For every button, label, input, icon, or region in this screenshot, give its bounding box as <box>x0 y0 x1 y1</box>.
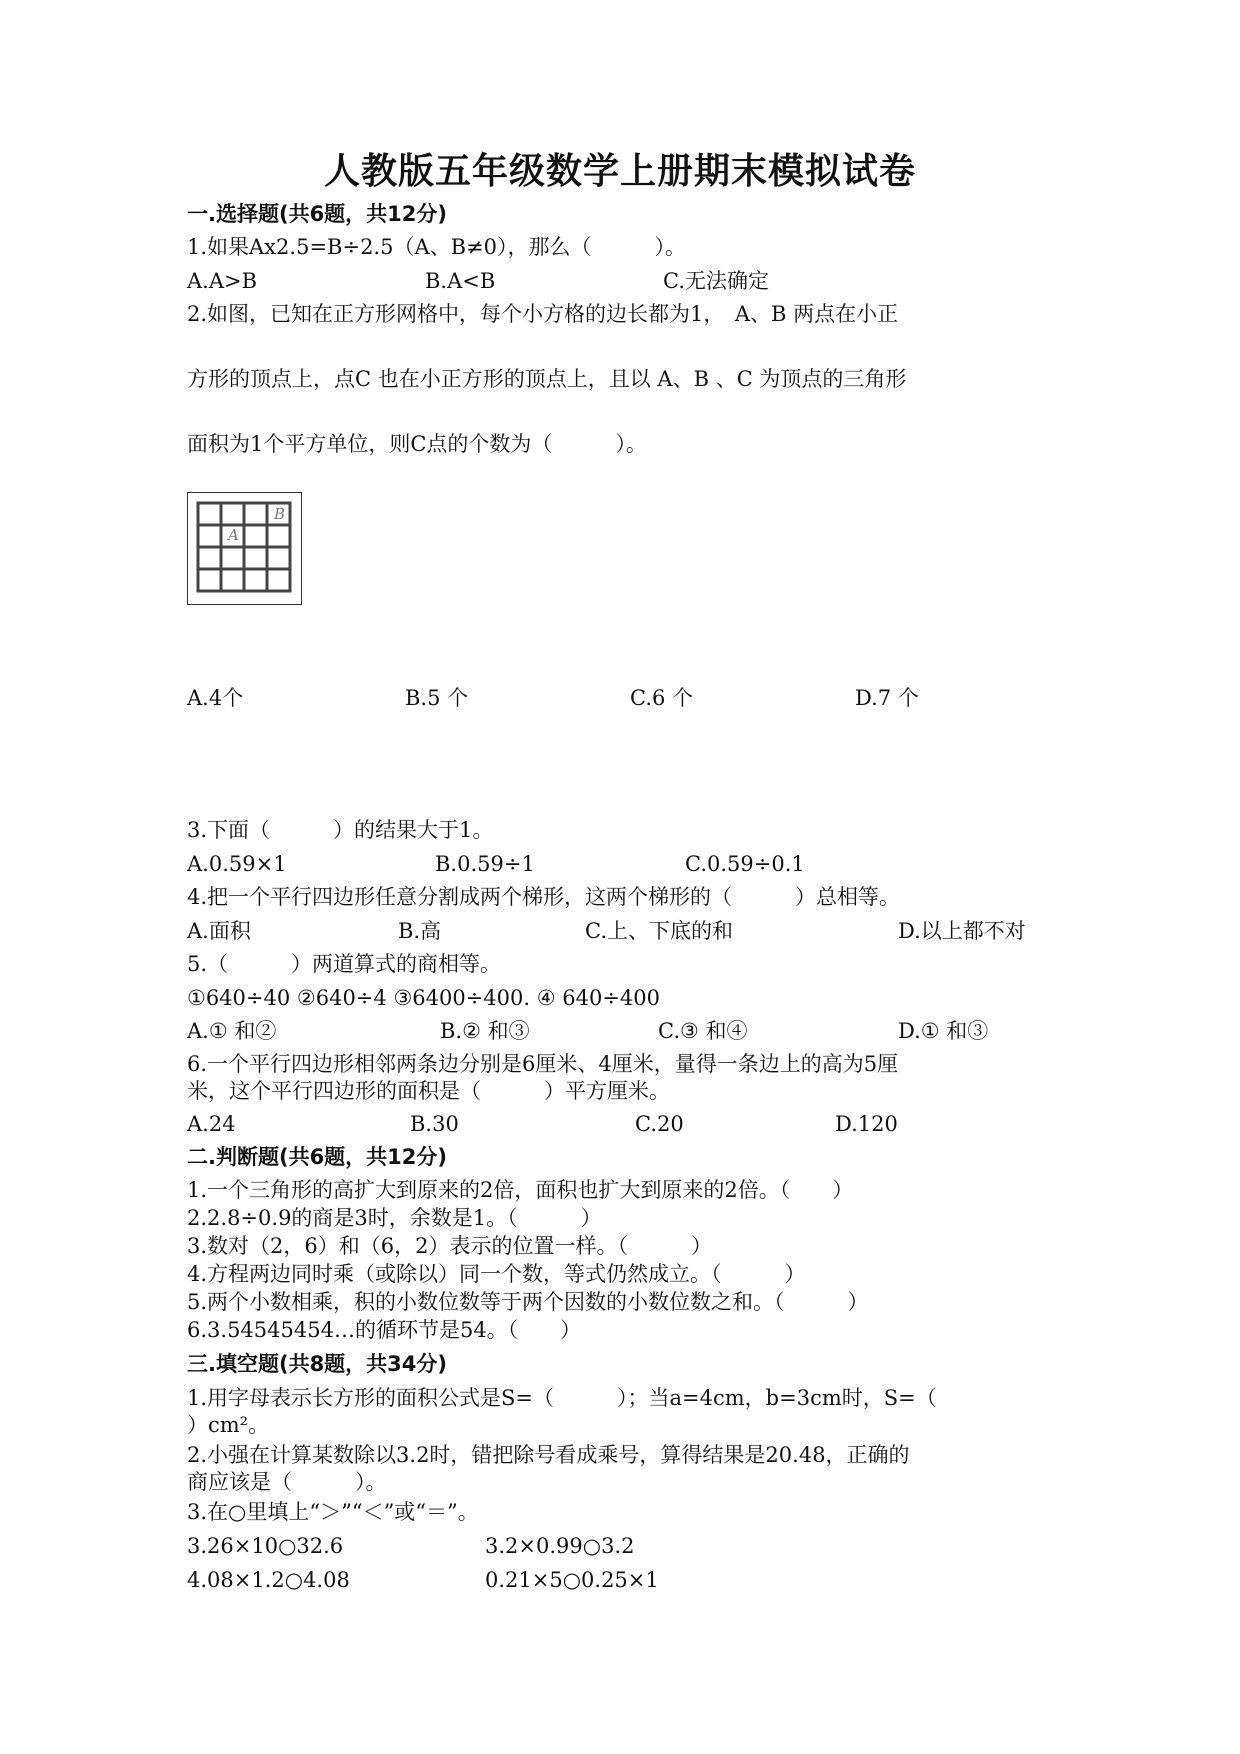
judgement-item-1: 1.一个三角形的高扩大到原来的2倍，面积也扩大到原来的2倍。（ ） <box>187 1178 854 1202</box>
question-1-option-a: A.A>B <box>187 269 258 293</box>
judgement-item-6: 6.3.54545454…的循环节是54。（ ） <box>187 1318 582 1342</box>
fill-question-1-line-2: ）cm²。 <box>187 1413 270 1437</box>
question-4-option-a: A.面积 <box>187 919 251 943</box>
fill-question-2-line-1: 2.小强在计算某数除以3.2时，错把除号看成乘号，算得结果是20.48，正确的 <box>187 1443 910 1467</box>
section-heading-judgement: 二.判断题(共6题，共12分) <box>187 1145 448 1169</box>
question-6-option-b: B.30 <box>410 1112 459 1136</box>
question-4-option-c: C.上、下底的和 <box>585 919 733 943</box>
compare-item-2: 3.2×0.99○3.2 <box>485 1534 635 1558</box>
question-5-expressions: ①640÷40 ②640÷4 ③6400÷400. ④ 640÷400 <box>187 986 661 1010</box>
question-2-option-c: C.6 个 <box>630 686 694 710</box>
question-5-stem: 5.（ ）两道算式的商相等。 <box>187 952 502 976</box>
question-2-option-a: A.4个 <box>187 686 244 710</box>
question-2-line-3: 面积为1个平方单位，则C点的个数为（ ）。 <box>187 432 647 456</box>
question-1-stem: 1.如果Ax2.5=B÷2.5（A、B≠0），那么（ ）。 <box>187 235 687 259</box>
question-3-stem: 3.下面（ ）的结果大于1。 <box>187 818 494 842</box>
point-b-label: B <box>274 505 286 523</box>
fill-question-3-stem: 3.在○里填上“＞”“＜”或“＝”。 <box>187 1500 479 1524</box>
judgement-item-4: 4.方程两边同时乘（或除以）同一个数，等式仍然成立。（ ） <box>187 1262 806 1286</box>
judgement-item-2: 2.2.8÷0.9的商是3时，余数是1。（ ） <box>187 1206 602 1230</box>
question-4-option-d: D.以上都不对 <box>898 919 1026 943</box>
question-4-option-b: B.高 <box>398 919 442 943</box>
point-a-label: A <box>228 526 239 544</box>
grid-figure <box>187 492 302 605</box>
question-3-option-a: A.0.59×1 <box>187 852 287 876</box>
compare-item-1: 3.26×10○32.6 <box>187 1534 344 1558</box>
question-5-option-c: C.③ 和④ <box>658 1019 748 1043</box>
question-1-option-c: C.无法确定 <box>663 269 769 293</box>
question-6-option-c: C.20 <box>635 1112 684 1136</box>
fill-question-2-line-2: 商应该是（ ）。 <box>187 1470 387 1494</box>
question-6-line-1: 6.一个平行四边形相邻两条边分别是6厘米、4厘米，量得一条边上的高为5厘 <box>187 1052 899 1076</box>
question-6-option-a: A.24 <box>187 1112 236 1136</box>
question-6-line-2: 米，这个平行四边形的面积是（ ）平方厘米。 <box>187 1079 670 1103</box>
compare-item-4: 0.21×5○0.25×1 <box>485 1568 659 1592</box>
question-3-option-b: B.0.59÷1 <box>435 852 535 876</box>
question-5-option-d: D.① 和③ <box>898 1019 989 1043</box>
judgement-item-3: 3.数对（2，6）和（6，2）表示的位置一样。（ ） <box>187 1234 712 1258</box>
question-4-stem: 4.把一个平行四边形任意分割成两个梯形，这两个梯形的（ ）总相等。 <box>187 885 901 909</box>
question-2-option-d: D.7 个 <box>855 686 919 710</box>
compare-item-3: 4.08×1.2○4.08 <box>187 1568 350 1592</box>
question-2-line-1: 2.如图，已知在正方形网格中，每个小方格的边长都为1， A、B 两点在小正 <box>187 302 899 326</box>
section-heading-fill-in: 三.填空题(共8题，共34分) <box>187 1352 448 1376</box>
question-6-option-d: D.120 <box>835 1112 898 1136</box>
question-3-option-c: C.0.59÷0.1 <box>685 852 805 876</box>
section-heading-choice: 一.选择题(共6题，共12分) <box>187 202 448 226</box>
question-1-option-b: B.A<B <box>425 269 496 293</box>
question-5-option-a: A.① 和② <box>187 1019 277 1043</box>
question-5-option-b: B.② 和③ <box>440 1019 530 1043</box>
judgement-item-5: 5.两个小数相乘，积的小数位数等于两个因数的小数位数之和。（ ） <box>187 1290 869 1314</box>
grid-figure-drawing <box>188 493 300 603</box>
question-2-option-b: B.5 个 <box>405 686 469 710</box>
page-title: 人教版五年级数学上册期末模拟试卷 <box>323 151 916 192</box>
fill-question-1-line-1: 1.用字母表示长方形的面积公式是S=（ ）；当a=4cm，b=3cm时，S=（ <box>187 1386 937 1410</box>
question-2-line-2: 方形的顶点上，点C 也在小正方形的顶点上，且以 A、B 、C 为顶点的三角形 <box>187 367 907 391</box>
